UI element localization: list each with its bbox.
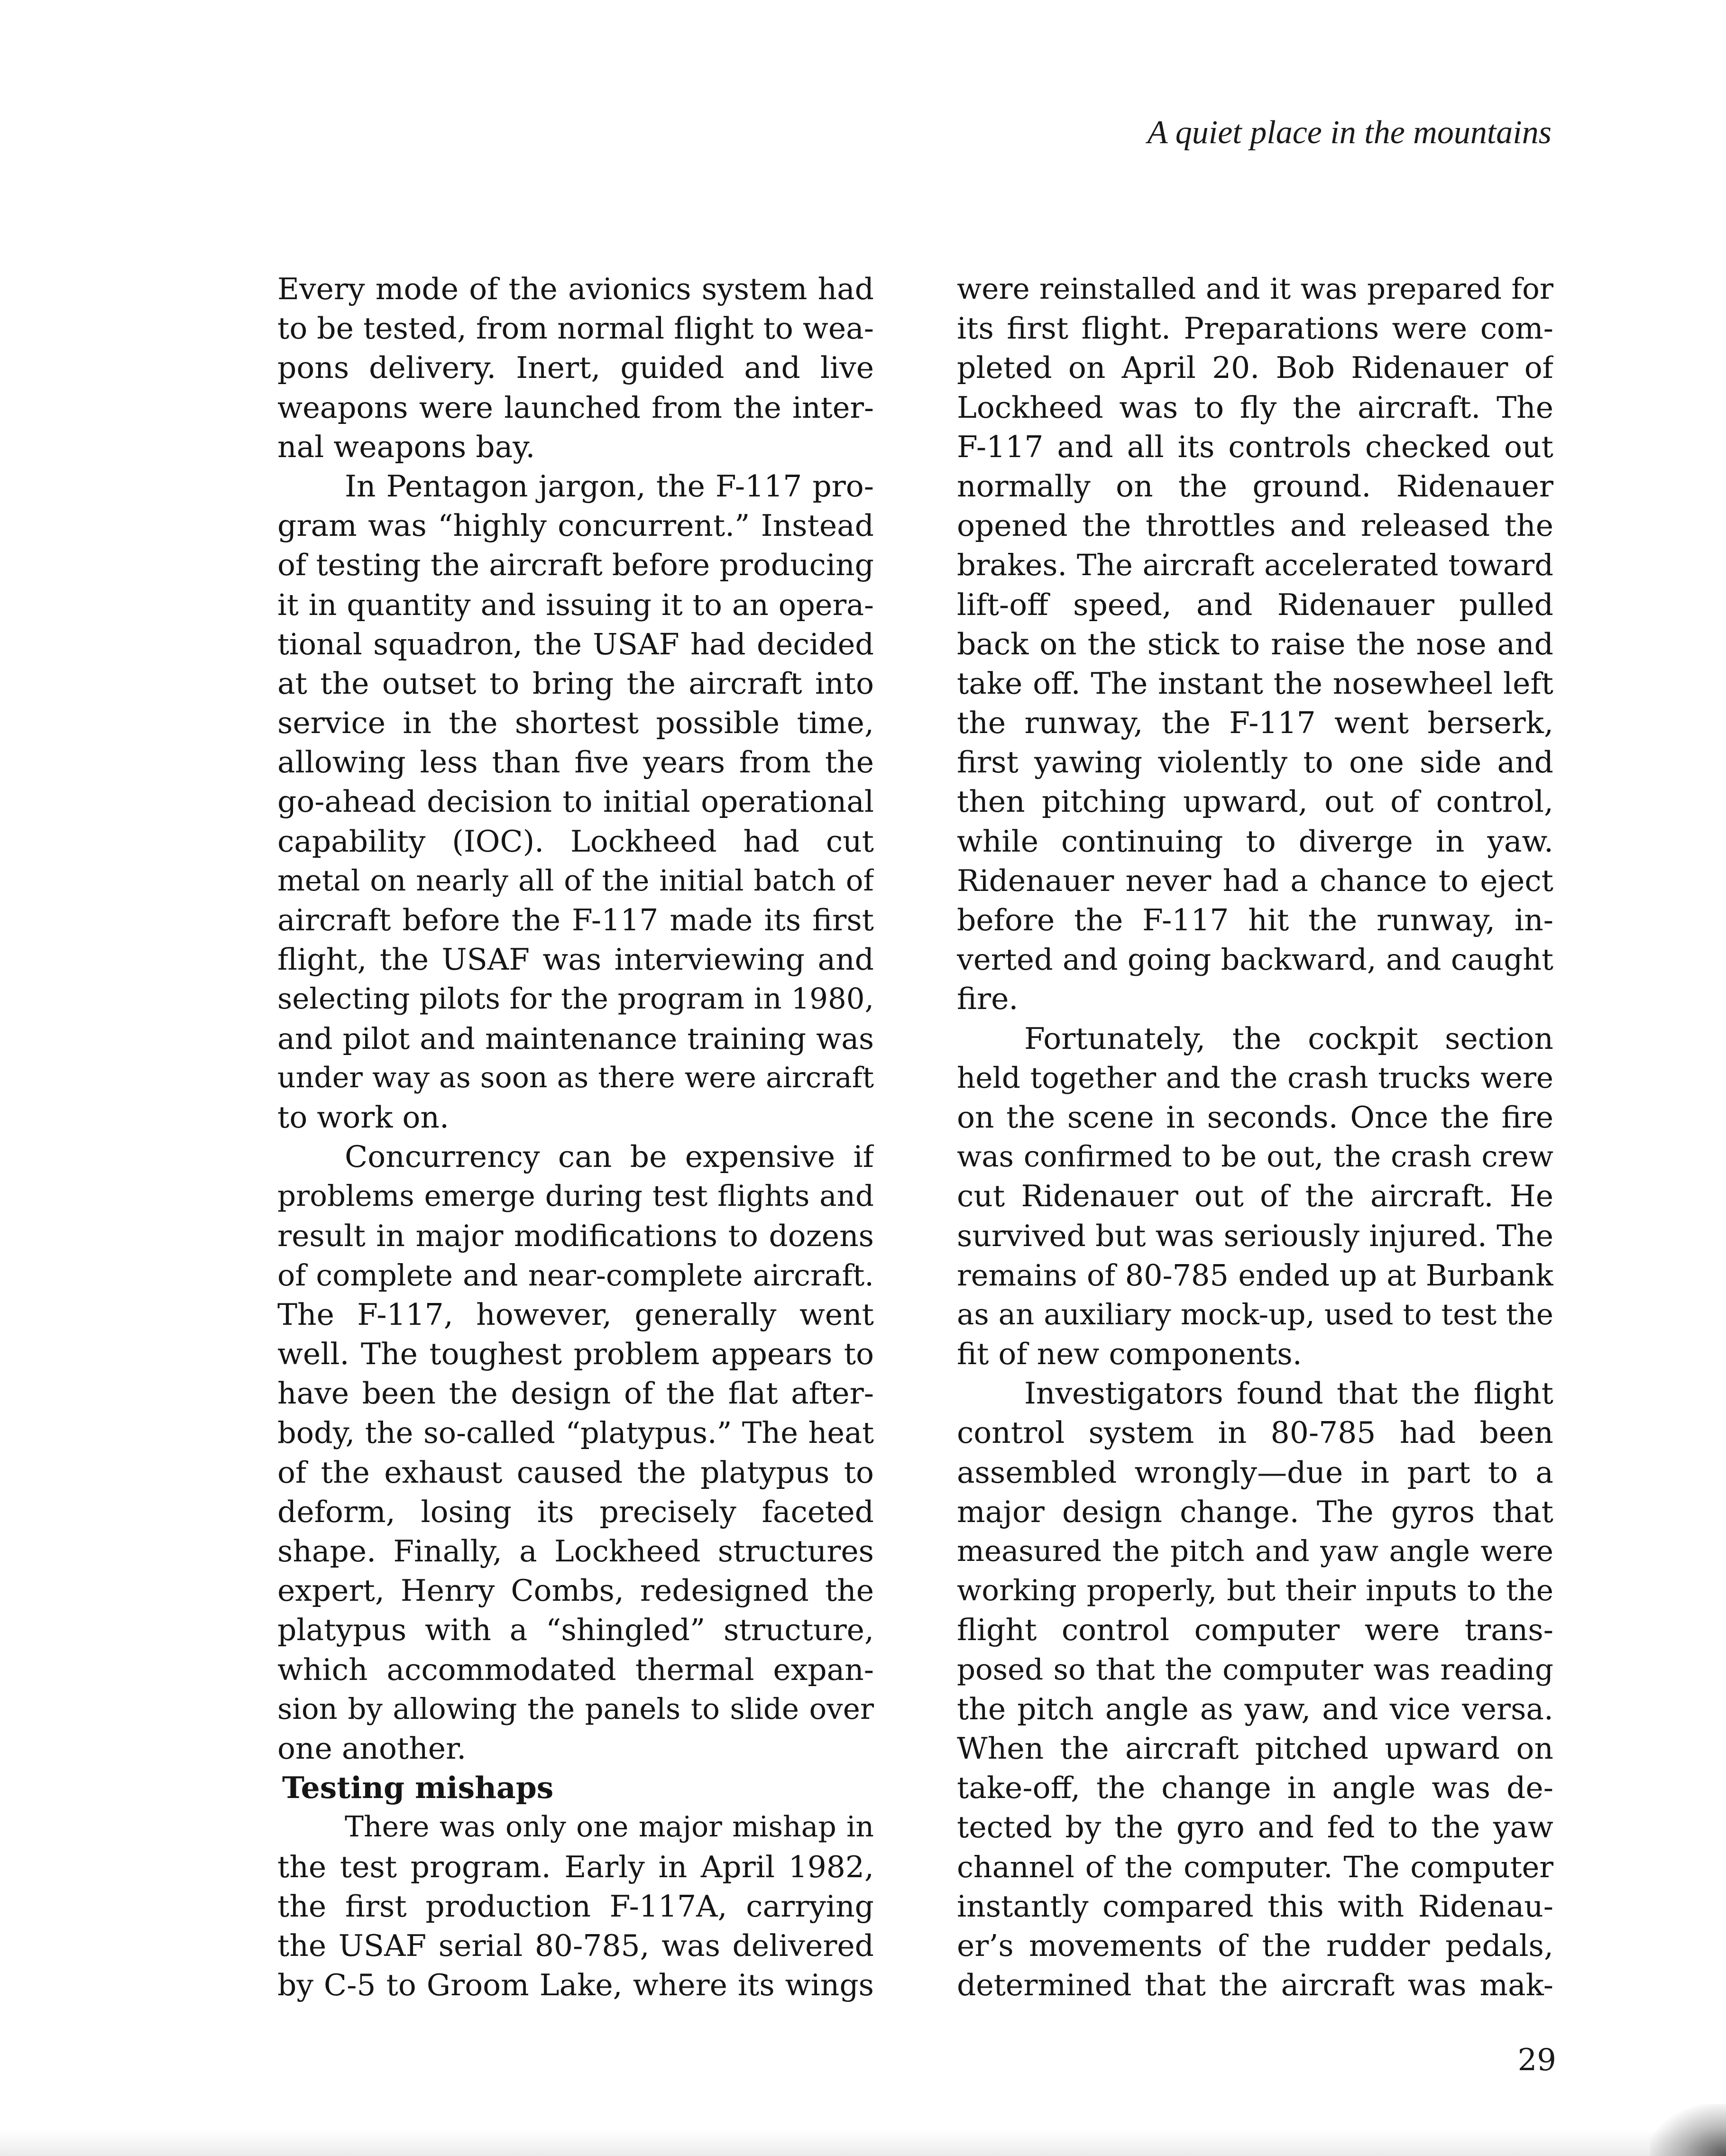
text-line: lift-off speed, and Ridenauer pulled (957, 587, 1553, 622)
text-line: channel of the computer. The computer (957, 1849, 1553, 1884)
section-heading: Testing mishaps (282, 1770, 554, 1806)
text-line: gram was “highly concurrent.” Instead (277, 508, 874, 543)
text-line: one another. (277, 1731, 467, 1766)
text-line: at the outset to bring the aircraft into (277, 666, 874, 701)
text-line: problems emerge during test flights and (277, 1179, 874, 1213)
text-line: well. The toughest problem appears to (277, 1337, 874, 1372)
text-line: capability (IOC). Lockheed had cut (277, 824, 874, 859)
text-line: posed so that the computer was reading (957, 1652, 1553, 1687)
text-line: nal weapons bay. (277, 429, 535, 464)
text-line: Every mode of the avionics system had (277, 272, 874, 306)
text-line: the test program. Early in April 1982, (277, 1849, 874, 1884)
text-line: flight control computer were trans- (957, 1613, 1553, 1648)
text-line: take-off, the change in angle was de- (957, 1771, 1553, 1806)
text-line: pons delivery. Inert, guided and live (277, 350, 874, 385)
text-line: selecting pilots for the program in 1980, (277, 982, 874, 1016)
text-line: deform, losing its precisely faceted (277, 1494, 874, 1529)
text-line: by C-5 to Groom Lake, where its wings (277, 1968, 874, 2003)
text-line: Investigators found that the flight (1024, 1376, 1553, 1411)
text-line: verted and going backward, and caught (957, 942, 1553, 977)
text-line: it in quantity and issuing it to an opera- (277, 587, 874, 622)
text-line: go-ahead decision to initial operational (277, 784, 874, 819)
text-line: fit of new components. (957, 1337, 1302, 1372)
text-line: In Pentagon jargon, the F-117 pro- (345, 468, 874, 504)
text-line: shape. Finally, a Lockheed structures (277, 1534, 874, 1569)
text-line: Lockheed was to fly the aircraft. The (957, 390, 1553, 425)
text-line: major design change. The gyros that (957, 1494, 1553, 1529)
text-line: the USAF serial 80-785, was delivered (277, 1928, 874, 1963)
text-line: under way as soon as there were aircraft (277, 1061, 874, 1094)
text-line: survived but was seriously injured. The (957, 1218, 1553, 1253)
scan-corner-shadow (1650, 2104, 1726, 2156)
text-line: Fortunately, the cockpit section (1024, 1021, 1553, 1056)
scan-bottom-shadow (0, 2130, 1726, 2156)
text-line: allowing less than five years from the (277, 745, 874, 780)
text-line: expert, Henry Combs, redesigned the (277, 1573, 874, 1608)
text-line: its first flight. Preparations were com- (957, 311, 1553, 346)
text-line: pleted on April 20. Bob Ridenauer of (957, 350, 1553, 385)
text-line: determined that the aircraft was mak- (957, 1968, 1553, 2003)
text-line: have been the design of the flat after- (277, 1376, 874, 1411)
text-line: weapons were launched from the inter- (277, 390, 874, 425)
text-line: to work on. (277, 1100, 449, 1135)
text-line: the first production F-117A, carrying (277, 1889, 874, 1924)
text-line: remains of 80-785 ended up at Burbank (957, 1257, 1553, 1293)
text-line: flight, the USAF was interviewing and (277, 942, 874, 977)
running-head: A quiet place in the mountains (1147, 114, 1552, 151)
text-line: of the exhaust caused the platypus to (277, 1455, 874, 1490)
text-line: Concurrency can be expensive if (345, 1139, 874, 1174)
text-line: tional squadron, the USAF had decided (277, 626, 874, 661)
text-line: normally on the ground. Ridenauer (957, 468, 1553, 504)
text-line: F-117 and all its controls checked out (957, 429, 1553, 464)
text-line: instantly compared this with Ridenau- (957, 1889, 1553, 1924)
text-line: was confirmed to be out, the crash crew (957, 1140, 1553, 1174)
text-line: back on the stick to raise the nose and (957, 626, 1553, 661)
text-line: the pitch angle as yaw, and vice versa. (957, 1691, 1553, 1726)
text-line: on the scene in seconds. Once the fire (957, 1100, 1553, 1135)
text-line: while continuing to diverge in yaw. (957, 824, 1553, 859)
text-line: opened the throttles and released the (957, 508, 1553, 543)
text-line: result in major modifications to dozens (277, 1218, 874, 1253)
text-line: aircraft before the F-117 made its first (277, 903, 874, 937)
text-line: which accommodated thermal expan- (277, 1652, 874, 1687)
text-line: first yawing violently to one side and (957, 745, 1553, 780)
text-line: assembled wrongly—due in part to a (957, 1455, 1553, 1490)
page-number: 29 (1517, 2043, 1556, 2078)
text-line: working properly, but their inputs to the (957, 1574, 1553, 1608)
text-line: The F-117, however, generally went (277, 1297, 874, 1332)
text-line: er’s movements of the rudder pedals, (957, 1928, 1553, 1963)
text-line: tected by the gyro and fed to the yaw (957, 1810, 1553, 1845)
text-line: service in the shortest possible time, (277, 706, 874, 741)
text-line: sion by allowing the panels to slide over (277, 1692, 874, 1726)
text-line: platypus with a “shingled” structure, (277, 1613, 874, 1648)
text-line: cut Ridenauer out of the aircraft. He (957, 1179, 1553, 1214)
text-line: control system in 80-785 had been (957, 1415, 1553, 1450)
text-line: and pilot and maintenance training was (277, 1021, 874, 1056)
text-line: measured the pitch and yaw angle were (957, 1534, 1553, 1568)
text-line: metal on nearly all of the initial batch of (277, 863, 874, 898)
text-line: Ridenauer never had a chance to eject (957, 863, 1553, 898)
text-line: then pitching upward, out of control, (957, 784, 1553, 819)
right-text-column (957, 269, 1553, 2005)
text-line: were reinstalled and it was prepared for (957, 272, 1553, 306)
text-line: When the aircraft pitched upward on (957, 1731, 1553, 1766)
text-line: of complete and near-complete aircraft. (277, 1257, 874, 1293)
text-line: of testing the aircraft before producing (277, 548, 874, 583)
text-line: to be tested, from normal flight to wea- (277, 311, 874, 346)
text-line: brakes. The aircraft accelerated toward (957, 548, 1553, 583)
text-line: as an auxiliary mock-up, used to test the (957, 1297, 1553, 1331)
text-line: before the F-117 hit the runway, in- (957, 903, 1553, 937)
left-text-column (277, 269, 874, 2005)
text-line: body, the so-called “platypus.” The heat (277, 1415, 874, 1450)
text-line: the runway, the F-117 went berserk, (957, 706, 1553, 741)
text-line: fire. (957, 982, 1019, 1017)
text-line: held together and the crash trucks were (957, 1061, 1553, 1095)
text-line: There was only one major mishap in (345, 1810, 874, 1844)
text-line: take off. The instant the nosewheel left (957, 666, 1553, 701)
